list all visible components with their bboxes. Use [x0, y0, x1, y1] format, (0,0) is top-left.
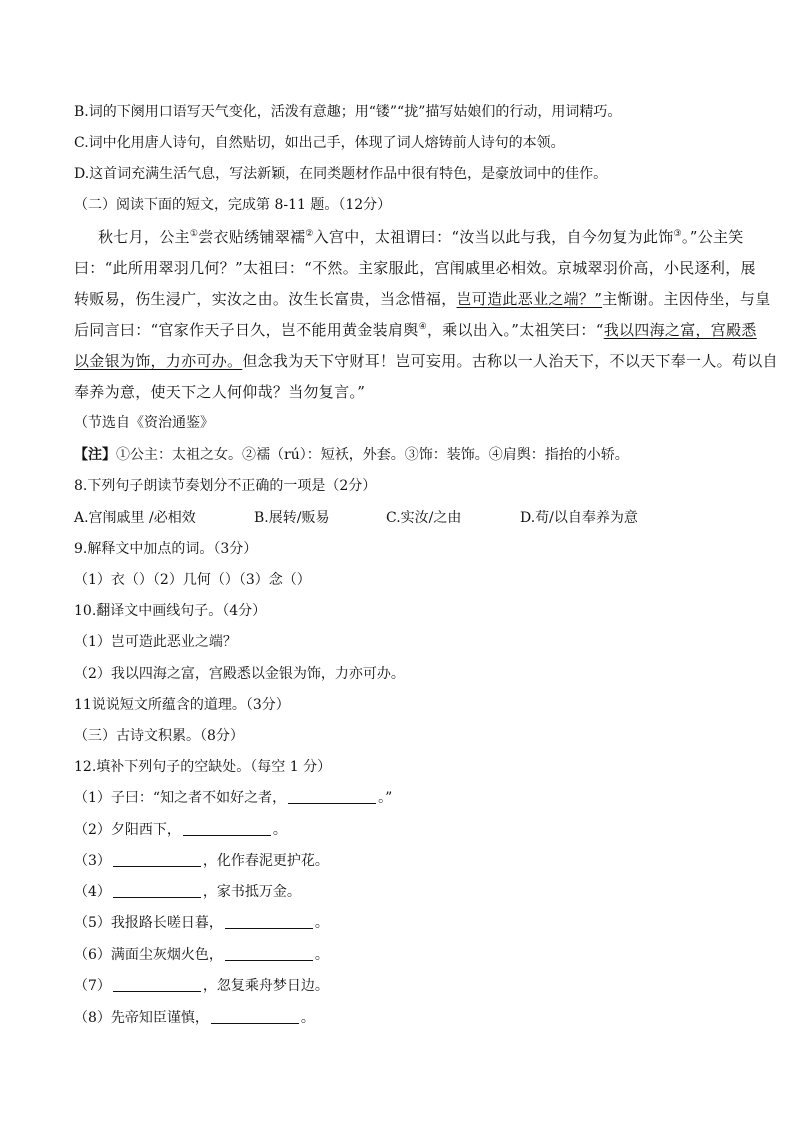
passage-text: 但念我为天下守财耳！岂可妄用。古称以一人治天下，不以天下奉一人。苟以自: [242, 352, 778, 370]
passage-text: 秋七月，公主: [98, 228, 190, 246]
fill-item-text: 。: [314, 947, 329, 963]
question-12-stem: 12.填补下列句子的空缺处。（每空 1 分）: [74, 759, 332, 775]
question-9-stem: 9.解释文中加点的词。（3分）: [74, 541, 258, 557]
fill-item-text: （2）夕阳西下，: [74, 822, 181, 838]
answer-blank[interactable]: [225, 914, 313, 929]
passage-line-1: [98, 227, 744, 247]
answer-blank[interactable]: [211, 1009, 299, 1024]
answer-blank[interactable]: [113, 883, 201, 898]
passage-text: 尝衣贴绣铺翠襦: [198, 228, 306, 246]
question-10-stem: 10.翻译文中画线句子。（4分）: [74, 603, 267, 619]
fill-item-text: （7）: [74, 978, 111, 994]
question-9-items: （1）衣（）（2）几何（）（3）念（）: [74, 572, 311, 588]
answer-blank[interactable]: [183, 821, 271, 836]
footnote-mark: ①: [189, 229, 199, 239]
fill-item-text: （1）子曰：“知之者不如好之者，: [74, 790, 287, 806]
passage-text: ，乘以出入。”太祖笑曰：“: [426, 321, 604, 339]
fill-item-5: [74, 913, 329, 933]
footnote-mark: ③: [673, 229, 682, 239]
passage-line-4: [74, 320, 757, 340]
question-10-sentence-2: （2）我以四海之富，宫殿悉以金银为饰，力亦可办。: [74, 666, 405, 682]
answer-blank[interactable]: [113, 852, 201, 867]
question-8-stem: 8.下列句子朗读节奏划分不正确的一项是（2分）: [74, 478, 377, 494]
q8-option-c: C.实汝/之由: [386, 510, 462, 526]
passage-line-5: [74, 351, 778, 371]
fill-item-text: （8）先帝知臣谨慎，: [74, 1010, 209, 1026]
option-c: C.词中化用唐人诗句，自然贴切，如出己手，体现了词人熔铸前人诗句的本领。: [74, 135, 565, 151]
fill-item-text: ，化作春泥更护花。: [202, 853, 329, 869]
fill-item-4: [74, 882, 301, 902]
source-note: （节选自《资治通鉴》: [74, 415, 214, 431]
option-b: B.词的下阕用口语写天气变化，活泼有意趣；用“镂”“拢”描写姑娘们的行动，用词精巧。: [74, 104, 622, 120]
underlined-sentence: 岂可造此恶业之端？”: [456, 290, 603, 308]
fill-item-text: （6）满面尘灰烟火色，: [74, 947, 223, 963]
answer-blank[interactable]: [225, 946, 313, 961]
q8-option-d: D.苟/以自奉养为意: [520, 510, 638, 526]
passage-text: 。”公主笑: [681, 228, 744, 246]
footnote-mark: ②: [305, 229, 314, 239]
underlined-sentence: 以金银为饰，力亦可办。: [74, 352, 243, 370]
underlined-sentence: 我以四海之富，宫殿悉: [603, 321, 757, 339]
passage-text: 入宫中，太祖谓曰：“汝当以此与我，自今勿复为此饰: [313, 228, 674, 246]
fill-item-text: 。: [314, 915, 329, 931]
fill-item-text: ，忽复乘舟梦日边。: [202, 978, 329, 994]
annotation-tag: 【注】: [74, 447, 116, 463]
footnote-mark: ④: [418, 322, 427, 332]
annotation-text: ①公主：太祖之女。②襦（rú）：短袄，外套。③饰：装饰。④肩舆：指抬的小轿。: [116, 447, 629, 463]
fill-item-6: [74, 945, 329, 965]
q8-option-b: B.展转/贩易: [254, 510, 330, 526]
fill-item-text: ，家书抵万金。: [202, 884, 301, 900]
passage-line-2: 曰：“此所用翠羽几何？”太祖曰：“不然。主家服此，宫闱戚里必相效。京城翠羽价高，小民逐利，展: [74, 259, 756, 277]
option-d: D.这首词充满生活气息，写法新颖，在同类题材作品中很有特色，是豪放词中的佳作。: [74, 166, 608, 182]
fill-item-text: 。: [300, 1010, 315, 1026]
fill-item-7: [74, 976, 329, 996]
fill-item-8: [74, 1008, 315, 1028]
question-11-stem: 11说说短文所蕴含的道理。（3分）: [74, 697, 290, 713]
fill-item-text: （5）我报路长嗟日暮，: [74, 915, 223, 931]
fill-item-text: （3）: [74, 853, 111, 869]
passage-text: 后同言曰：“官家作天子日久，岂不能用黄金装肩舆: [74, 321, 419, 339]
passage-text: 主惭谢。主因侍坐，与皇: [602, 290, 771, 308]
annotation: [74, 445, 629, 465]
answer-blank[interactable]: [113, 977, 201, 992]
section-2-heading: （二）阅读下面的短文，完成第 8-11 题。（12分）: [74, 197, 392, 213]
section-3-heading: （三）古诗文积累。（8分）: [74, 728, 244, 744]
passage-line-6: 奉养为意，使天下之人何仰哉？当勿复言。”: [74, 383, 366, 401]
passage-line-3: [74, 289, 771, 309]
fill-item-3: [74, 851, 329, 871]
question-10-sentence-1: （1）岂可造此恶业之端？: [74, 634, 237, 650]
fill-item-text: （4）: [74, 884, 111, 900]
fill-item-1: [74, 788, 392, 808]
q8-option-a: A.宫闱戚里 /必相效: [74, 510, 196, 526]
fill-item-text: 。”: [378, 790, 393, 806]
answer-blank[interactable]: [288, 789, 376, 804]
passage-text: 转贩易，伤生浸广，实汝之由。汝生长富贵，当念惜福，: [74, 290, 457, 308]
fill-item-text: 。: [272, 822, 287, 838]
fill-item-2: [74, 820, 287, 840]
